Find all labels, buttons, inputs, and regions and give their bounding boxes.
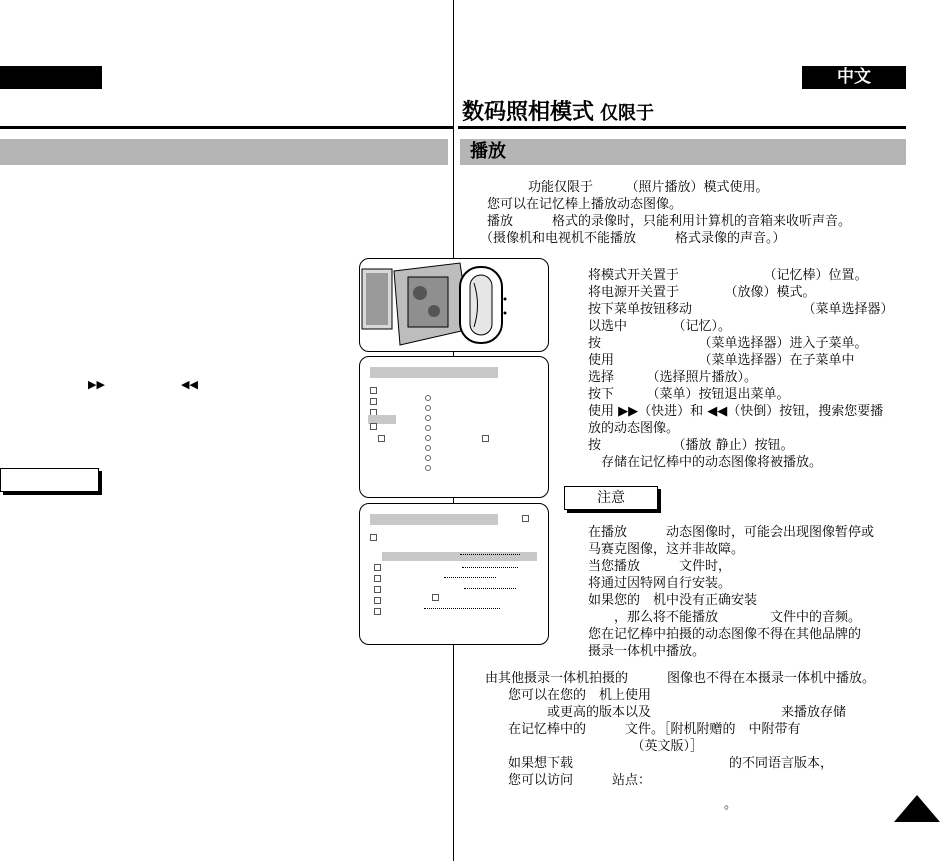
notice-line: ，那么将不能播放 文件中的音频。 (588, 610, 862, 625)
menu-bullet (425, 425, 431, 431)
notice-more-line: 您可以在您的 机上使用 (508, 688, 652, 703)
intro-line: （摄像机和电视机不能播放 格式录像的声音。） (480, 231, 786, 246)
notice-line: 将通过因特网自行安装。 (588, 576, 732, 591)
menu-title-bar (370, 367, 498, 378)
notice-label: 注意 (564, 486, 658, 510)
notice-outdented-line: 由其他摄录一体机拍摄的 图像也不得在本摄录一体机中播放。 (485, 671, 876, 686)
step-line: 将电源开关置于 （放像）模式。 (588, 285, 816, 300)
menu-bullet (425, 405, 431, 411)
leader-dots (462, 567, 518, 568)
step-line: 使用 ▶▶（快进）和 ◀◀（快倒）按钮，搜索您要播 (588, 404, 884, 419)
submenu-title-bar (370, 514, 498, 525)
menu-icon (432, 594, 439, 601)
step-line: 按下菜单按钮移动 （菜单选择器） (588, 302, 894, 317)
section-band-right (460, 139, 906, 165)
notice-more-line: 在记忆棒中的 文件。［附机附赠的 中附带有 (508, 722, 801, 737)
notice-more-line: （英文版）］ (508, 739, 704, 754)
menu-bullet (425, 395, 431, 401)
memory-card-icon (522, 515, 529, 522)
page-title-suffix: 仅限于 (600, 103, 655, 124)
menu-bullet (425, 465, 431, 471)
step-line: 将模式开关置于 （记忆棒）位置。 (588, 268, 868, 283)
menu-icon (378, 435, 385, 442)
notice-more-line: 或更高的版本以及 来播放存储 (508, 705, 847, 720)
leader-dots (464, 588, 516, 589)
menu-icon (482, 435, 489, 442)
menu-bullet (425, 455, 431, 461)
section-heading: 播放 (470, 141, 506, 162)
leader-dots (444, 577, 496, 578)
menu-bullet (425, 435, 431, 441)
menu-icon (370, 423, 377, 430)
menu-icon (374, 586, 381, 593)
menu-bullet (425, 415, 431, 421)
intro-line: 您可以在记忆棒上播放动态图像。 (487, 197, 683, 212)
notice-line: 马赛克图像，这并非故障。 (588, 542, 745, 557)
page-title-main: 数码照相模式 (462, 100, 595, 125)
next-page-triangle-icon[interactable] (894, 795, 940, 822)
menu-icon (374, 575, 381, 582)
notice-more-line: 如果想下载 的不同语言版本， (508, 756, 834, 771)
language-tab-chinese: 中文 (802, 66, 906, 89)
step-line: 放的动态图像。 (588, 421, 680, 436)
title-rule-left (0, 126, 453, 129)
notice-line: 在播放 动态图像时，可能会出现图像暂停或 (588, 525, 875, 540)
step-line: 按 （菜单选择器）进入子菜单。 (588, 336, 868, 351)
notice-line: 当您播放 文件时， (588, 559, 732, 574)
camcorder-figure (359, 258, 549, 352)
step-line: 存储在记忆棒中的动态图像将被播放。 (588, 455, 823, 470)
note-box-left (0, 468, 99, 492)
title-rule-right (458, 126, 906, 129)
notice-more (508, 687, 846, 789)
leader-dots (424, 608, 500, 609)
language-tab-left (0, 66, 102, 89)
menu-screen-figure-2 (359, 503, 549, 645)
step-line: 使用 （菜单选择器）在子菜单中 (588, 353, 855, 368)
menu-icon (374, 608, 381, 615)
step-line: 按 （播放 静止）按钮。 (588, 438, 794, 453)
step-line: 按下 （菜单）按钮退出菜单。 (588, 387, 790, 402)
intro-line: 播放 格式的录像时，只能利用计算机的音箱来收听声音。 (487, 214, 852, 229)
leader-dots (460, 554, 520, 555)
notice-line: 如果您的 机中没有正确安装 (588, 593, 758, 608)
step-line: 选择 （选择照片播放）。 (588, 370, 758, 385)
notice-line: 您在记忆棒中拍摄的动态图像不得在其他品牌的 (588, 627, 862, 642)
camcorder-illustration (360, 259, 548, 351)
menu-bullet (425, 445, 431, 451)
intro-text (480, 179, 851, 247)
notice-line: 摄录一体机中播放。 (588, 644, 706, 659)
menu-screen-figure-1 (359, 356, 549, 498)
intro-line: 功能仅限于 （照片播放）模式使用。 (528, 180, 769, 195)
tail-dot: 。 (724, 797, 738, 812)
menu-icon (370, 398, 377, 405)
notice-list (588, 524, 874, 660)
fast-forward-icon: ▶▶ (88, 378, 105, 391)
menu-icon (370, 534, 377, 541)
menu-icon (374, 597, 381, 604)
page-title (462, 95, 654, 126)
menu-icon (370, 387, 377, 394)
step-line: 以选中 （记忆）。 (588, 319, 732, 334)
rewind-icon: ◀◀ (181, 378, 198, 391)
menu-icon (374, 564, 381, 571)
section-band-left (0, 139, 448, 165)
notice-more-line: 您可以访问 站点： (508, 773, 652, 788)
steps-list (588, 267, 894, 471)
